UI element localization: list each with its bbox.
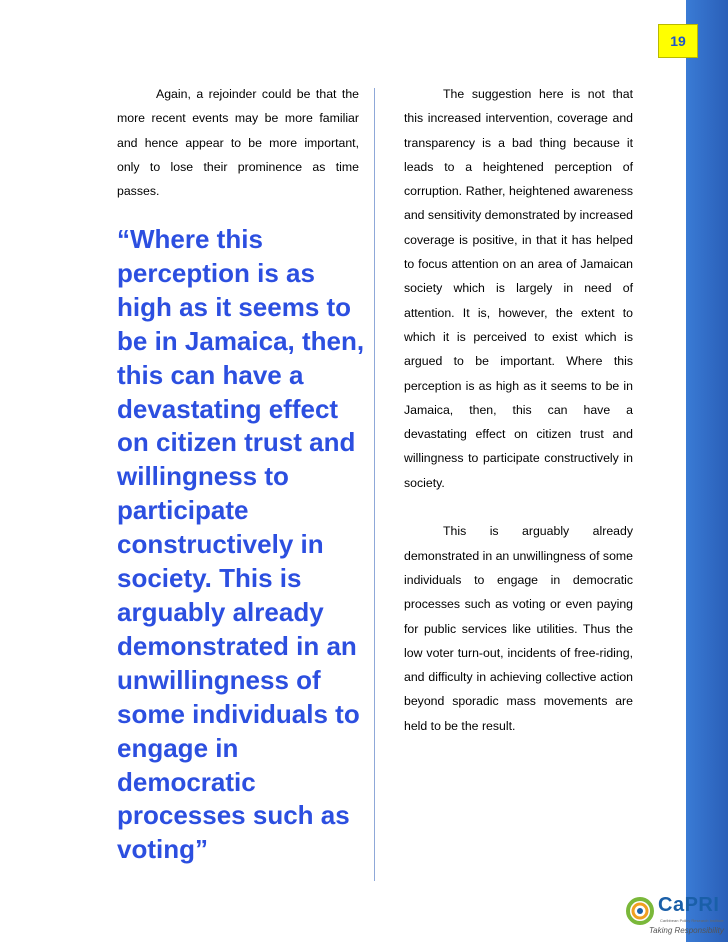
pull-quote: “Where this perception is as high as it seems to be in Jamaica, then, this can have a devastating effect on citizen trust and willingness to participate constructively in society. This is arguably already demonstrated in an unwillingness of some individuals to engage in democratic processes such as voting” (117, 224, 365, 865)
left-paragraph: Again, a rejoinder could be that the more recent events may be more familiar and hence appear to be more important, only to lose their prominence as time passes. (117, 87, 359, 199)
column-divider (374, 88, 375, 881)
logo-tagline: Taking Responsibility (649, 926, 724, 935)
right-paragraph-1: The suggestion here is not that this increased intervention, coverage and transparency is a bad thing because it leads to a heightened perception of corruption. Rather, heightened awareness and sensitivity demonstrated by increased coverage is positive, in that it has helped to focus attention on an area of Jamaican society which is largely in need of attention. It is, however, the extent to which it is perceived to exist which is argued to be important. Where this perception is as high as it seems to be in Jamaica, then, this can have a devastating effect on citizen trust and willingness to participate constructively in society. (404, 87, 633, 490)
page-number: 19 (658, 24, 698, 58)
logo-name: CaPRI (658, 894, 720, 916)
left-column (117, 82, 359, 203)
right-paragraph-2: This is arguably already demonstrated in an unwillingness of some individuals to engage in democratic processes such as voting or even paying for public services like utilities. Thus the low voter turn-out, incidents of free-riding, and difficulty in achieving collective action beyond sporadic mass movements are held to be the result. (404, 524, 633, 733)
side-color-bar (686, 0, 728, 942)
logo-subtitle: Caribbean Policy Research Institute (660, 918, 724, 923)
right-column (404, 82, 633, 762)
